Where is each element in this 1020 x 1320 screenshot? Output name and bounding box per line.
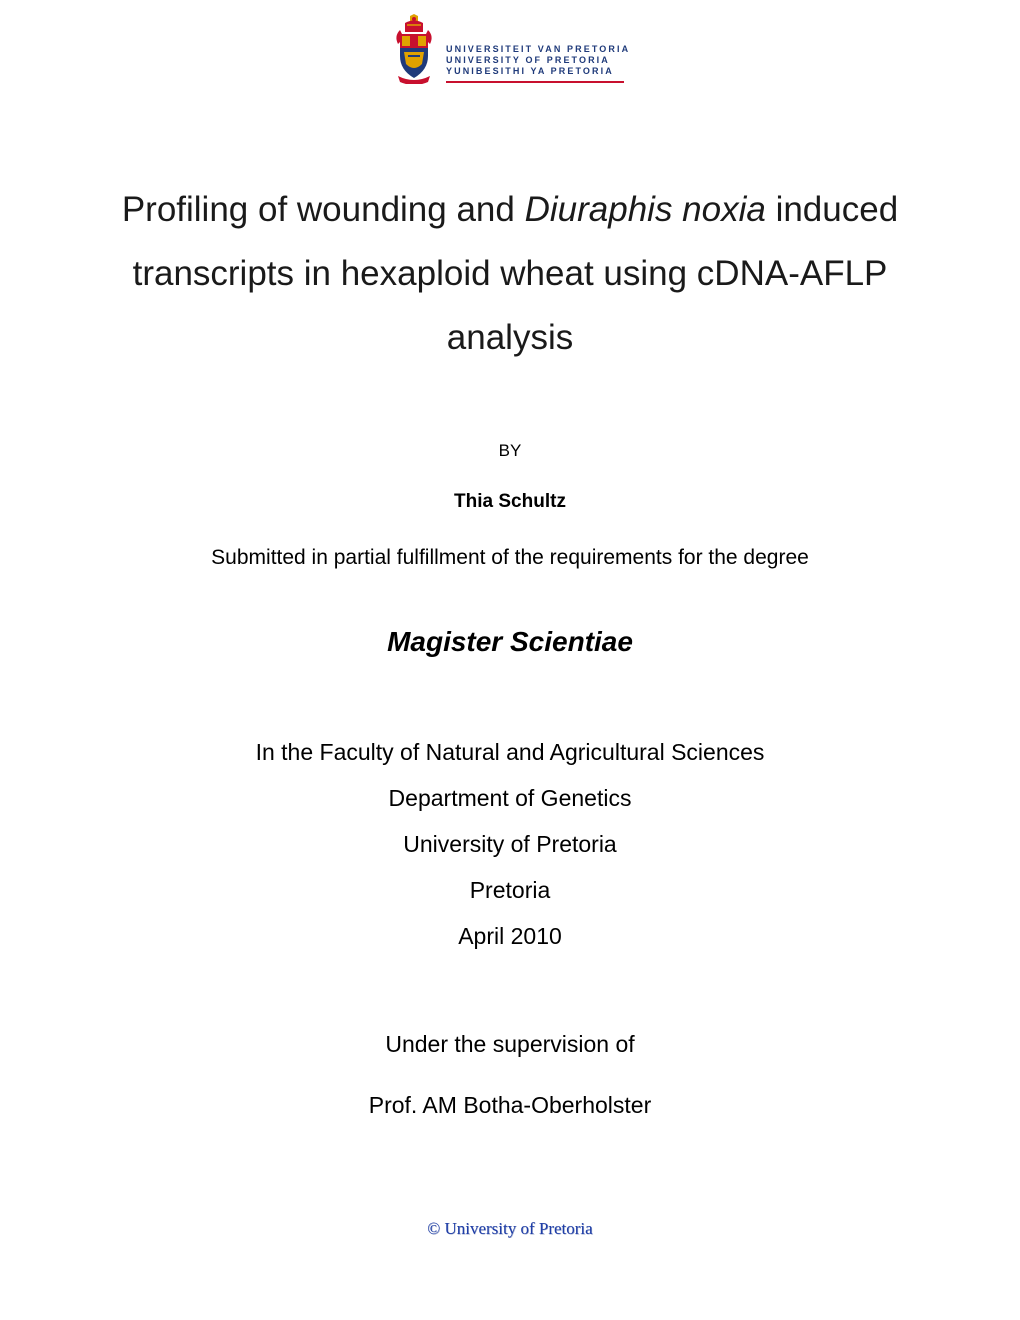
university-name-afrikaans: UNIVERSITEIT VAN PRETORIA xyxy=(446,44,631,54)
city: Pretoria xyxy=(469,877,551,903)
submission-date: April 2010 xyxy=(458,923,562,949)
supervision-label: Under the supervision of xyxy=(385,1031,635,1057)
department: Department of Genetics xyxy=(388,785,632,811)
species-name: Diuraphis noxia xyxy=(524,190,766,229)
author-name: Thia Schultz xyxy=(454,491,566,512)
by-label: BY xyxy=(498,441,522,460)
university-name-english: UNIVERSITY OF PRETORIA xyxy=(446,55,610,65)
supervisor-name: Prof. AM Botha-Oberholster xyxy=(368,1092,652,1118)
submission-statement: Submitted in partial fulfillment of the requirements for the degree xyxy=(211,546,809,569)
university: University of Pretoria xyxy=(403,831,617,857)
university-names xyxy=(446,44,630,77)
university-name-sepedi: YUNIBESITHI YA PRETORIA xyxy=(446,66,614,76)
copyright-notice: © University of Pretoria xyxy=(427,1219,593,1238)
university-logo xyxy=(392,14,632,86)
thesis-title-line-1: Profiling of wounding and Diuraphis noxia induced xyxy=(121,190,899,229)
degree-name: Magister Scientiae xyxy=(387,626,633,657)
thesis-title-line-2: transcripts in hexaploid wheat using cDNA-AFLP xyxy=(132,254,888,293)
logo-underline xyxy=(446,81,624,83)
thesis-title-line-3: analysis xyxy=(446,318,574,357)
faculty: In the Faculty of Natural and Agricultural Sciences xyxy=(255,739,765,765)
university-crest-icon xyxy=(392,14,436,84)
